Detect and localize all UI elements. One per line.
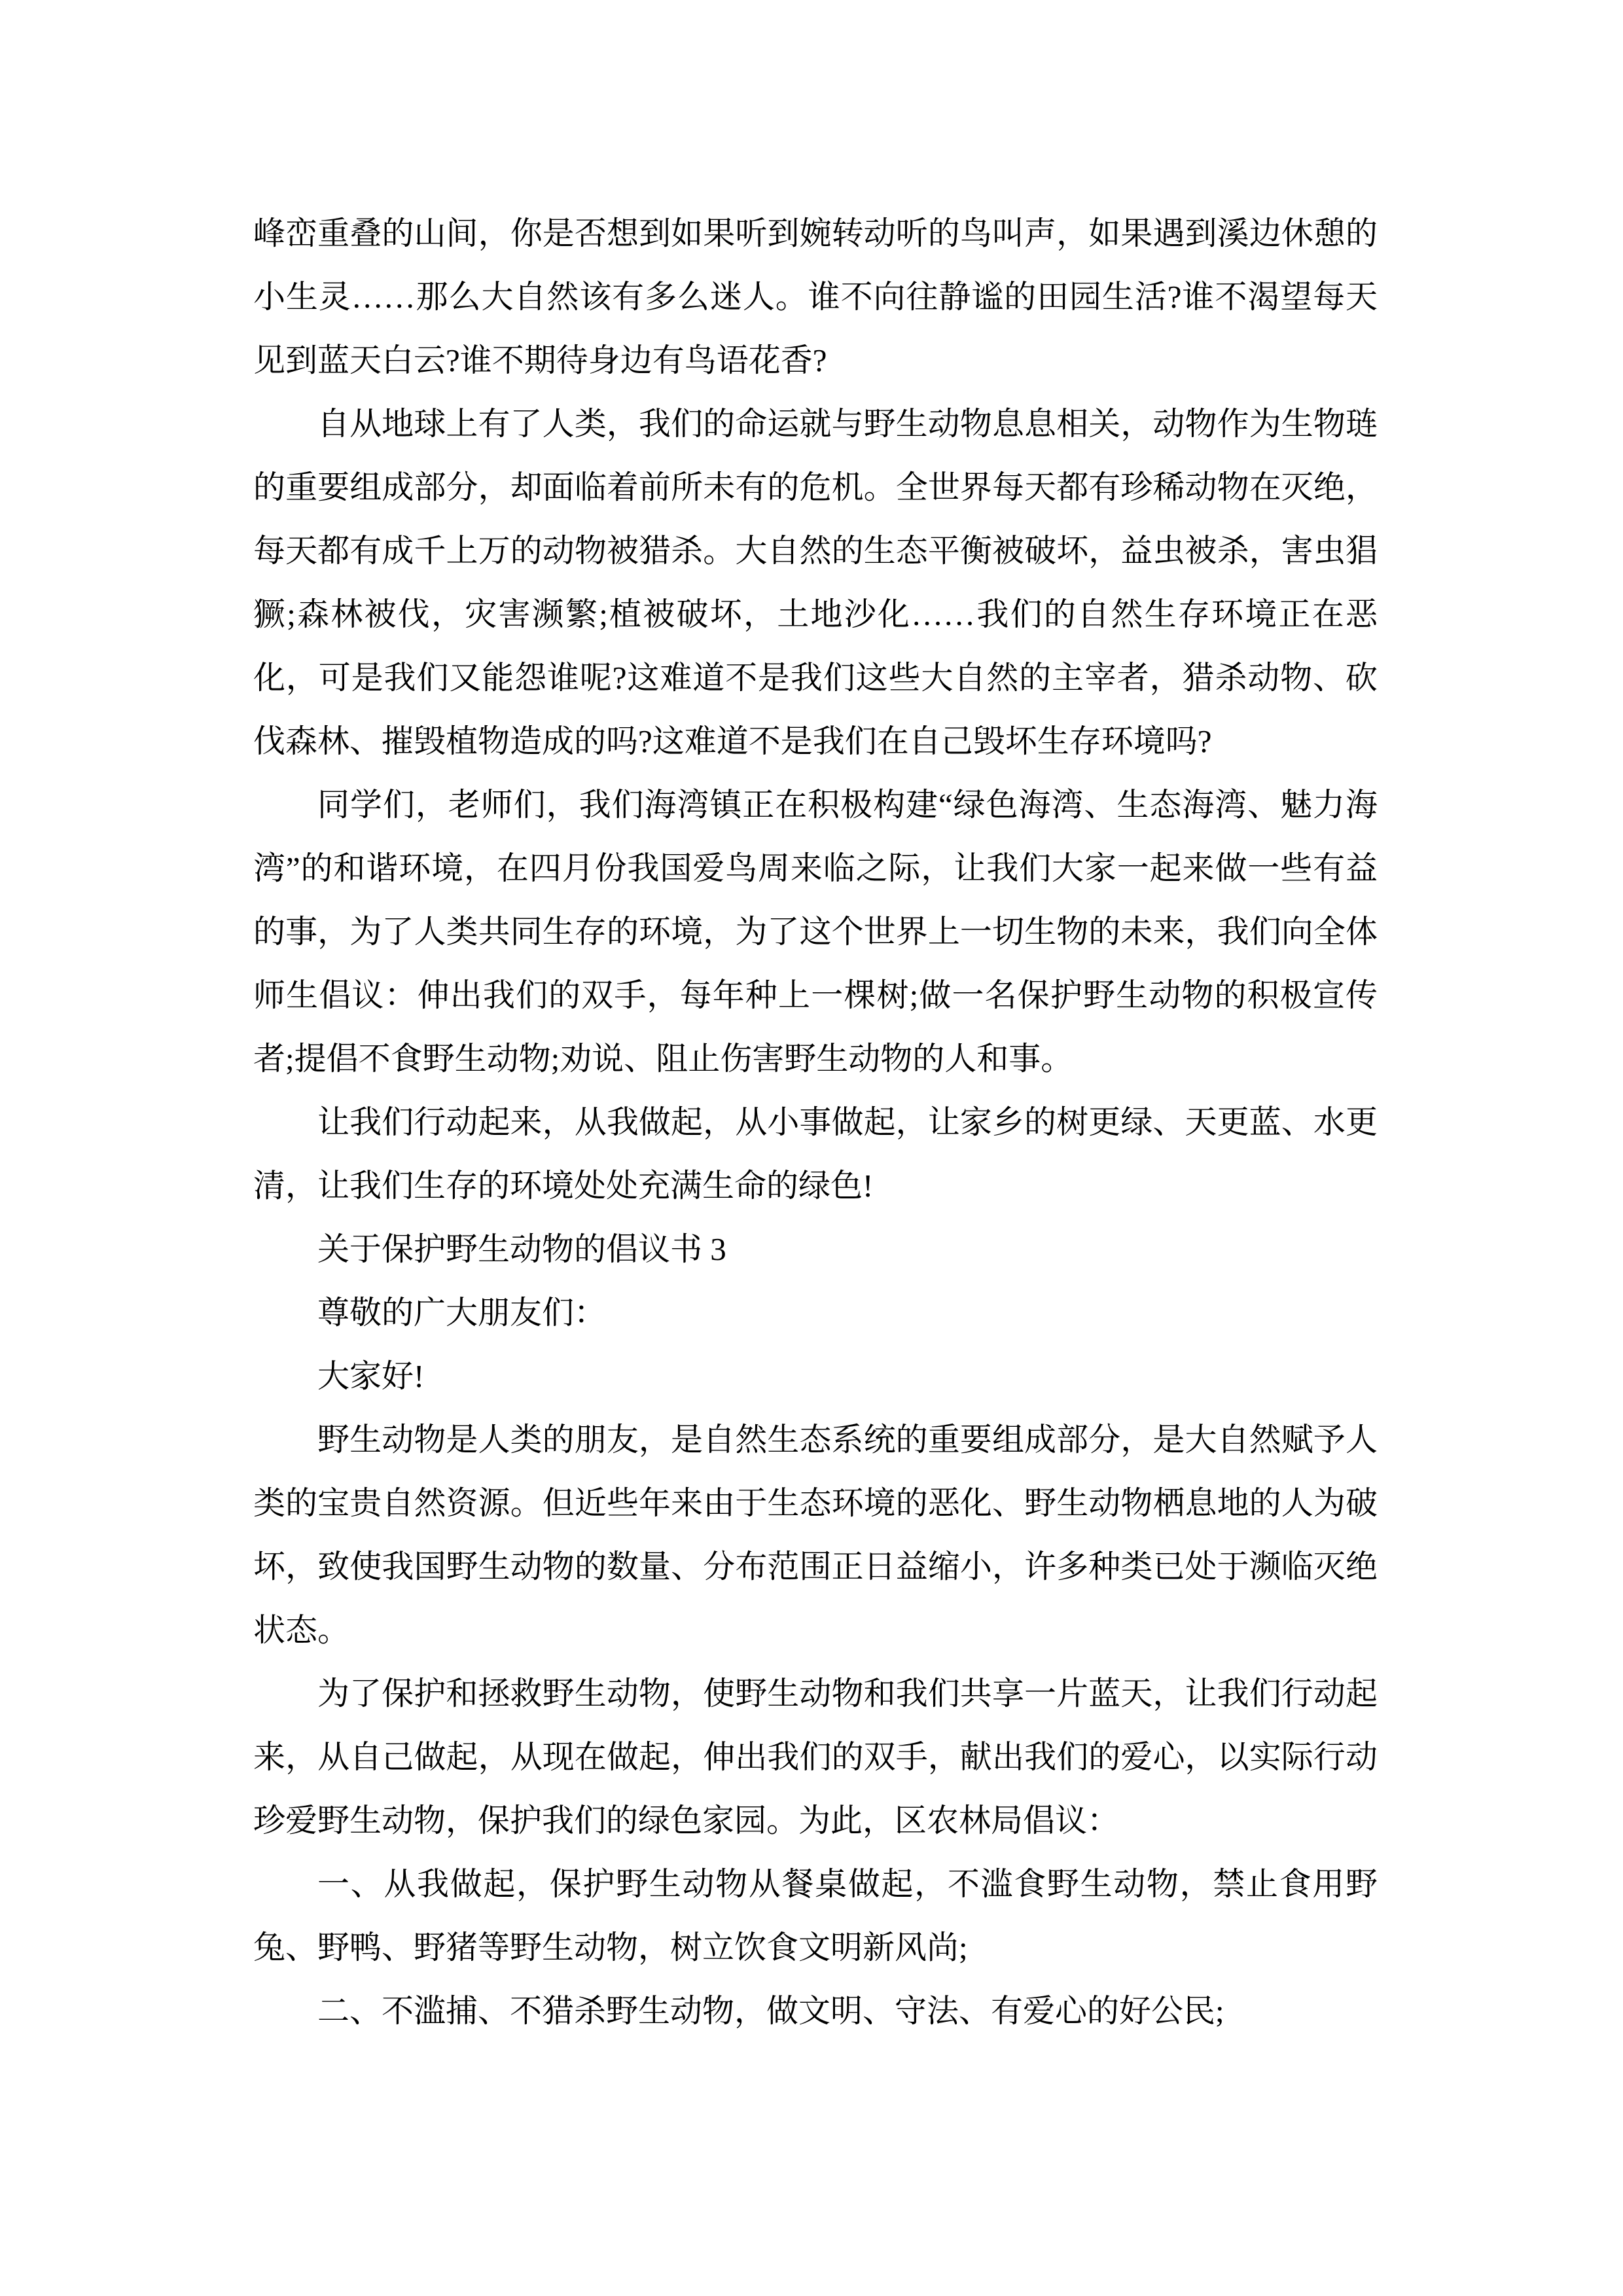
- paragraph: 野生动物是人类的朋友，是自然生态系统的重要组成部分，是大自然赋予人类的宝贵自然资源。但近些年来由于生态环境的恶化、野生动物栖息地的人为破坏，致使我国野生动物的数量、分布范围正日益缩小，许多种类已处于濒临灭绝状态。: [253, 1422, 1378, 1648]
- paragraph: 让我们行动起来，从我做起，从小事做起，让家乡的树更绿、天更蓝、水更清，让我们生存的环境处处充满生命的绿色!: [253, 1104, 1378, 1204]
- list-item-2: 二、不滥捕、不猎杀野生动物，做文明、守法、有爱心的好公民;: [317, 1993, 1224, 2029]
- section-title: 关于保护野生动物的倡议书 3: [317, 1231, 726, 1267]
- list-item-1: 一、从我做起，保护野生动物从餐桌做起，不滥食野生动物，禁止食用野兔、野鸭、野猪等野生动物，树立饮食文明新风尚;: [253, 1866, 1378, 1965]
- paragraph-continuation: 峰峦重叠的山间，你是否想到如果听到婉转动听的鸟叫声，如果遇到溪边休憩的小生灵……那么大自然该有多么迷人。谁不向往静谧的田园生活?谁不渴望每天见到蓝天白云?谁不期待身边有鸟语花香?: [253, 215, 1378, 378]
- paragraph: 为了保护和拯救野生动物，使野生动物和我们共享一片蓝天，让我们行动起来，从自己做起，从现在做起，伸出我们的双手，献出我们的爱心，以实际行动珍爱野生动物，保护我们的绿色家园。为此，区农林局倡议：: [253, 1676, 1378, 1839]
- greeting: 大家好!: [317, 1358, 425, 1394]
- document-body-text: [253, 202, 1378, 2043]
- paragraph: 自从地球上有了人类，我们的命运就与野生动物息息相关，动物作为生物琏的重要组成部分，却面临着前所未有的危机。全世界每天都有珍稀动物在灭绝，每天都有成千上万的动物被猎杀。大自然的生态平衡被破坏，益虫被杀，害虫猖獗;森林被伐，灾害濒繁;植被破坏，土地沙化……我们的自然生存环境正在恶化，可是我们又能怨谁呢?这难道不是我们这些大自然的主宰者，猎杀动物、砍伐森林、摧毁植物造成的吗?这难道不是我们在自己毁坏生存环境吗?: [253, 406, 1378, 759]
- paragraph: 同学们，老师们，我们海湾镇正在积极构建“绿色海湾、生态海湾、魅力海湾”的和谐环境，在四月份我国爱鸟周来临之际，让我们大家一起来做一些有益的事，为了人类共同生存的环境，为了这个世界上一切生物的未来，我们向全体师生倡议：伸出我们的双手，每年种上一棵树;做一名保护野生动物的积极宣传者;提倡不食野生动物;劝说、阻止伤害野生动物的人和事。: [253, 787, 1378, 1077]
- salutation: 尊敬的广大朋友们：: [317, 1295, 607, 1331]
